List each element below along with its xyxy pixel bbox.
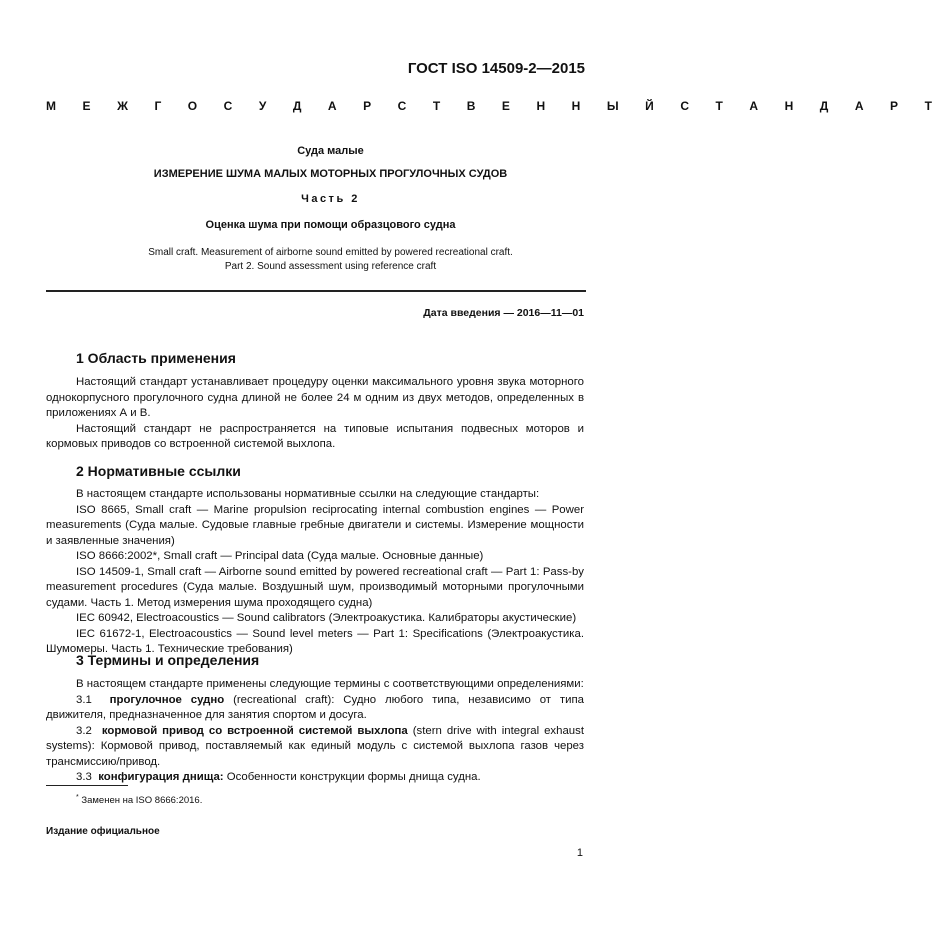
term-name: прогулочное судно [109,693,225,706]
english-title-line-1: Small craft. Measurement of airborne sound emitted by powered recreational craft. [148,247,513,258]
section-3-body [46,677,584,786]
page-number: 1 [576,847,583,859]
edition-label: Издание официальное [46,826,160,837]
term-text: (recreational craft): Судно любого типа, независимо от типа движителя, предназначенное для занятия спортом и досуга. [46,693,584,721]
term-name: кормовой привод со встроенной системой выхлопа [101,724,408,737]
section-1-body [46,375,584,453]
term-definition [46,724,584,771]
section-1-heading: 1 Область применения [76,350,236,366]
footnote [76,794,202,806]
english-title-line-2: Part 2. Sound assessment using reference craft [224,261,437,272]
standard-type-banner: М Е Ж Г О С У Д А Р С Т В Е Н Н Ы Й С Т А Н Д А Р Т [46,99,944,113]
title-line-2: ИЗМЕРЕНИЕ ШУМА МАЛЫХ МОТОРНЫХ ПРОГУЛОЧНЫХ СУДОВ [153,168,508,180]
paragraph: В настоящем стандарте использованы нормативные ссылки на следующие стандарты: [76,488,540,500]
term-name: конфигурация днища: [98,771,224,783]
document-number: ГОСТ ISO 14509-2—2015 [407,60,585,77]
term-number: 3.1 [76,693,92,706]
footnote-divider [46,785,128,786]
title-part: Часть 2 [301,193,360,205]
reference-item: ISO 14509-1, Small craft — Airborne sound emitted by powered recreational craft — Part 1: Pass-by measurement procedures (Суда малые. Воздушный шум, производимый моторными прогулочными судами. Часть 1. Метод измерения шума проходящего судна) [46,565,584,609]
footnote-text: Заменен на ISO 8666:2016. [81,795,203,807]
term-definition [46,693,584,724]
paragraph: В настоящем стандарте применены следующие термины с соответствующими определениями: [76,678,584,690]
section-2-heading: 2 Нормативные ссылки [76,463,241,479]
reference-item: ISO 8665, Small craft — Marine propulsion reciprocating internal combustion engines — Power measurements (Суда малые. Судовые главные гребные двигатели и системы. Измерение мощности и заявленные значения) [46,503,584,547]
reference-item: IEC 60942, Electroacoustics — Sound calibrators (Электроакустика. Калибраторы акустические) [76,612,577,624]
footnote-marker: * [76,794,79,801]
section-3-heading: 3 Термины и определения [76,652,260,668]
title-divider [46,290,586,292]
english-title [0,246,661,274]
term-text: Особенности конструкции формы днища судна. [223,771,481,783]
reference-item: ISO 8666:2002*, Small craft — Principal data (Суда малые. Основные данные) [76,550,484,562]
reference-item: IEC 61672-1, Electroacoustics — Sound level meters — Part 1: Specifications (Электроакустика. Шумомеры. Часть 1. Технические требования) [46,627,584,655]
term-definition [46,770,584,786]
effective-date: Дата введения — 2016—11—01 [423,307,584,319]
paragraph: Настоящий стандарт устанавливает процедуру оценки максимального уровня звука моторного однокорпусного прогулочного судна длиной не более 24 м одним из двух методов, определенных в приложениях А и В. [46,376,584,419]
title-subtitle: Оценка шума при помощи образцового судна [205,219,456,231]
title-line-1: Суда малые [297,145,364,157]
term-text: (stern drive with integral exhaust systems): Кормовой привод, поставляемый как единый модуль с системой выхлопа газов через трансмиссию/привод. [46,724,584,768]
term-number: 3.2 [76,724,92,737]
term-number: 3.3 [76,771,92,783]
section-2-body [46,487,584,658]
paragraph: Настоящий стандарт не распространяется на типовые испытания подвесных моторов и кормовых приводов со встроенной системой выхлопа. [46,422,584,450]
